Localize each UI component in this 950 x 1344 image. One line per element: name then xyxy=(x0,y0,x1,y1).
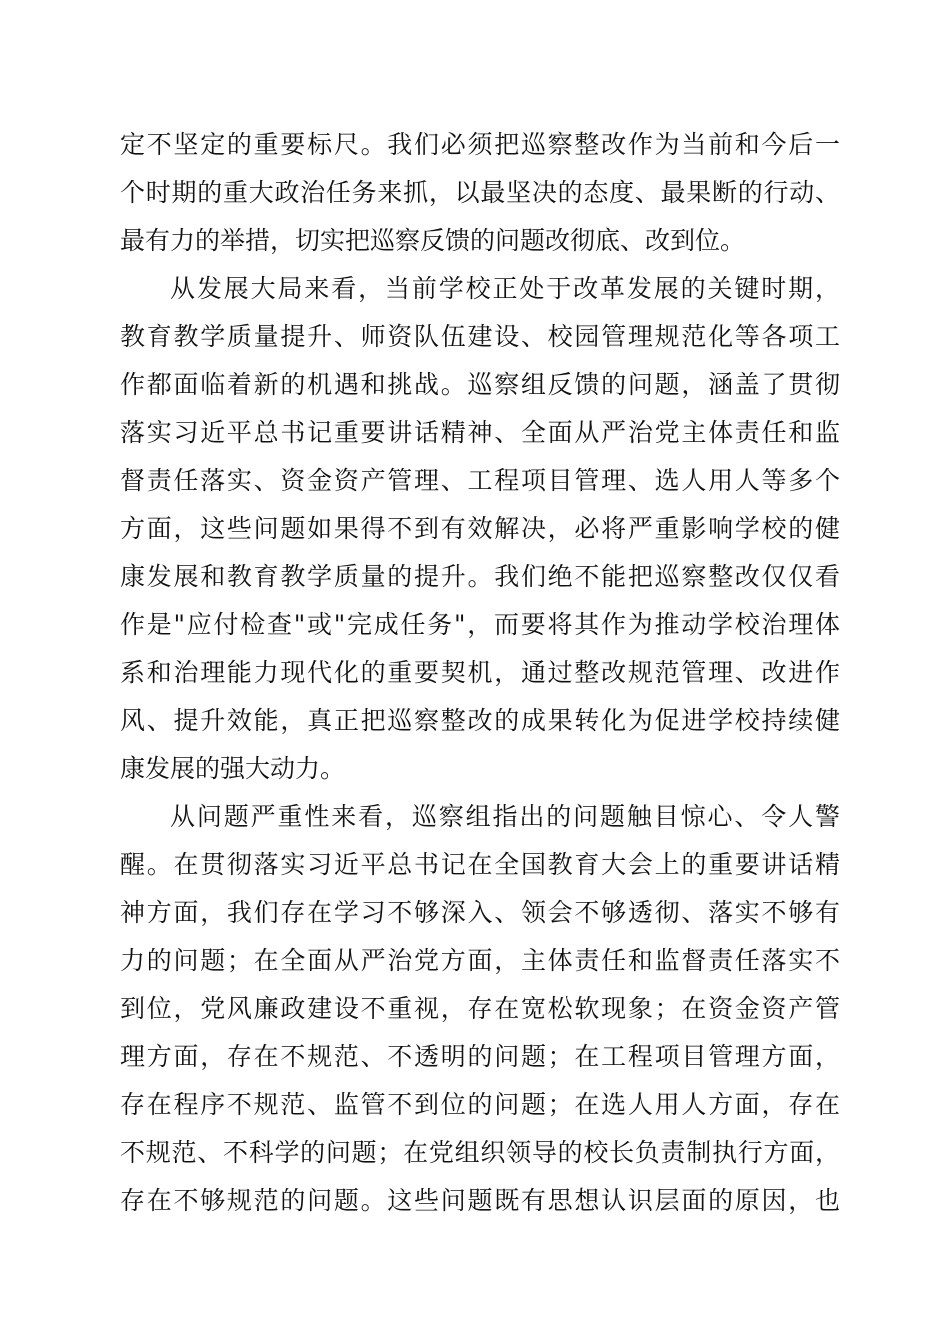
text-line: 个时期的重大政治任务来抓，以最坚决的态度、最果断的行动、 xyxy=(120,178,840,207)
text-line: 从发展大局来看，当前学校正处于改革发展的关键时期， xyxy=(170,274,840,303)
paragraph-2 xyxy=(120,265,840,793)
text-line: 力的问题；在全面从严治党方面，主体责任和监督责任落实不 xyxy=(120,946,840,975)
text-line: 到位，党风廉政建设不重视，存在宽松软现象；在资金资产管 xyxy=(120,994,840,1023)
text-line: 理方面，存在不规范、不透明的问题；在工程项目管理方面， xyxy=(120,1042,840,1071)
paragraph-1 xyxy=(120,121,840,265)
text-line: 醒。在贯彻落实习近平总书记在全国教育大会上的重要讲话精 xyxy=(120,850,840,879)
text-line: 作都面临着新的机遇和挑战。巡察组反馈的问题，涵盖了贯彻 xyxy=(120,370,840,399)
paragraph-3 xyxy=(120,793,840,1225)
text-line: 从问题严重性来看，巡察组指出的问题触目惊心、令人警 xyxy=(170,802,840,831)
text-line: 教育教学质量提升、师资队伍建设、校园管理规范化等各项工 xyxy=(120,322,840,351)
text-line: 督责任落实、资金资产管理、工程项目管理、选人用人等多个 xyxy=(120,466,840,495)
text-line: 最有力的举措，切实把巡察反馈的问题改彻底、改到位。 xyxy=(120,226,746,255)
text-line: 不规范、不科学的问题；在党组织领导的校长负责制执行方面， xyxy=(120,1138,840,1167)
text-line: 存在不够规范的问题。这些问题既有思想认识层面的原因，也 xyxy=(120,1186,840,1215)
text-line: 方面，这些问题如果得不到有效解决，必将严重影响学校的健 xyxy=(120,514,840,543)
text-line: 落实习近平总书记重要讲话精神、全面从严治党主体责任和监 xyxy=(120,418,840,447)
text-line: 存在程序不规范、监管不到位的问题；在选人用人方面，存在 xyxy=(120,1090,840,1119)
text-line: 定不坚定的重要标尺。我们必须把巡察整改作为当前和今后一 xyxy=(120,130,840,159)
text-line: 康发展的强大动力。 xyxy=(120,754,346,783)
text-line: 康发展和教育教学质量的提升。我们绝不能把巡察整改仅仅看 xyxy=(120,562,840,591)
text-line: 作是"应付检查"或"完成任务"，而要将其作为推动学校治理体 xyxy=(120,610,840,639)
text-line: 系和治理能力现代化的重要契机，通过整改规范管理、改进作 xyxy=(120,658,840,687)
text-line: 神方面，我们存在学习不够深入、领会不够透彻、落实不够有 xyxy=(120,898,840,927)
document-body xyxy=(120,121,840,1225)
text-line: 风、提升效能，真正把巡察整改的成果转化为促进学校持续健 xyxy=(120,706,840,735)
